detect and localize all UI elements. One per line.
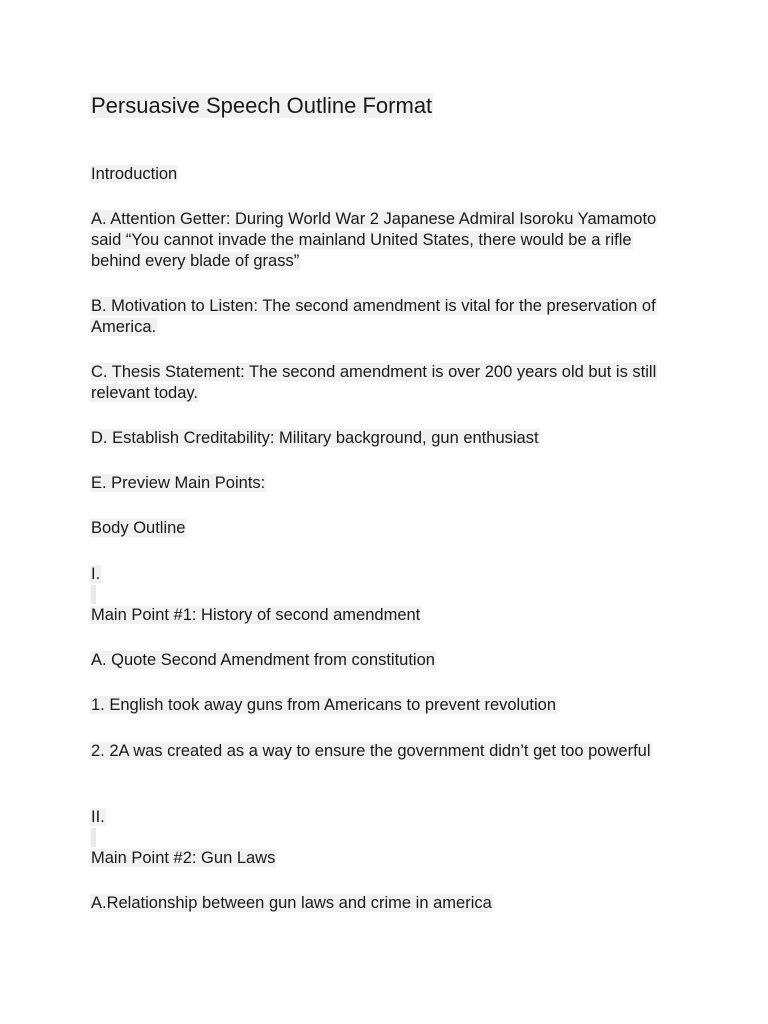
attention-getter-line-2: said “You cannot invade the mainland United States, there would be a rifle — [91, 231, 632, 249]
section-2-sub-a: A.Relationship between gun laws and crime in america — [91, 894, 492, 912]
thesis-line-2: relevant today. — [91, 384, 199, 402]
attention-getter-line-1: A. Attention Getter: During World War 2 Japanese Admiral Isoroku Yamamoto — [91, 210, 657, 228]
section-2-spacer — [90, 828, 96, 849]
document-title: Persuasive Speech Outline Format — [91, 93, 433, 118]
empty-line-marker — [91, 828, 96, 847]
section-1-sub-a: A. Quote Second Amendment from constitution — [91, 651, 435, 669]
thesis-line-1: C. Thesis Statement: The second amendment is over 200 years old but is still — [91, 363, 657, 381]
body-outline-heading: Body Outline — [91, 519, 186, 537]
section-1-sub-1: 1. English took away guns from Americans to prevent revolution — [91, 696, 556, 714]
introduction-heading: Introduction — [91, 165, 178, 183]
preview-line: E. Preview Main Points: — [91, 474, 266, 492]
empty-line-marker — [91, 585, 96, 604]
motivation-line-1: B. Motivation to Listen: The second amendment is vital for the preservation of — [91, 297, 656, 315]
section-2-main-point: Main Point #2: Gun Laws — [91, 849, 276, 867]
section-1-main-point: Main Point #1: History of second amendment — [91, 606, 421, 624]
section-2-numeral: II. — [91, 808, 105, 826]
attention-getter-line-3: behind every blade of grass” — [91, 252, 300, 270]
section-1-sub-2: 2. 2A was created as a way to ensure the government didn’t get too powerful — [91, 742, 651, 760]
creditability-line: D. Establish Creditability: Military background, gun enthusiast — [91, 429, 539, 447]
section-1-spacer — [90, 585, 96, 606]
motivation-line-2: America. — [91, 318, 157, 336]
section-1-numeral: I. — [91, 565, 101, 583]
